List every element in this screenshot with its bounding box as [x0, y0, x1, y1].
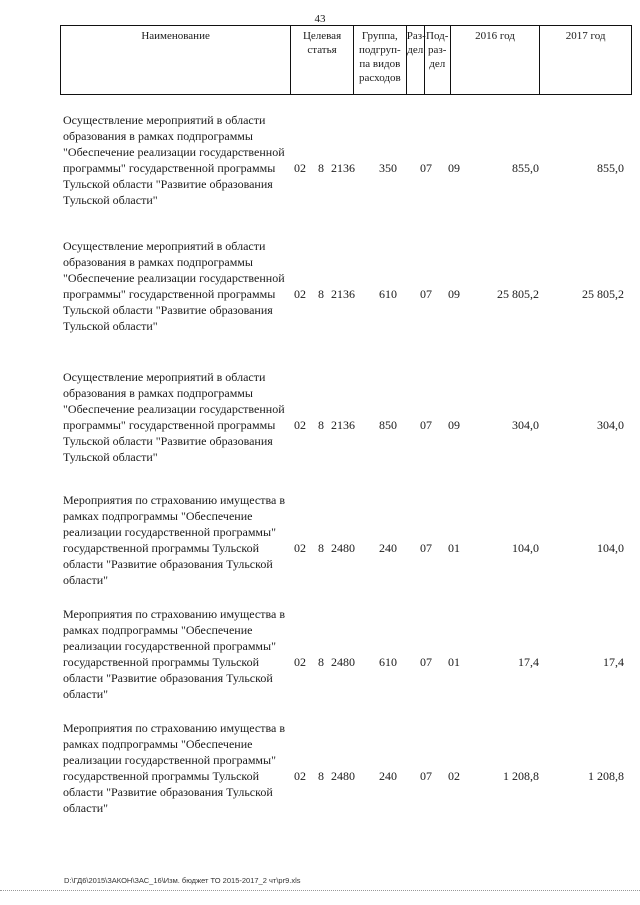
row-target-article-code: 2136: [331, 287, 355, 301]
row-section: 07: [420, 541, 432, 555]
row-value-2017: 304,0: [597, 418, 624, 432]
row-target-article-code: 2480: [331, 655, 355, 669]
row-value-2017: 104,0: [597, 541, 624, 555]
row-target-article-code: 2480: [331, 769, 355, 783]
page-number: 43: [314, 13, 326, 25]
row-target-article-code: 2480: [331, 541, 355, 555]
row-expense-group: 610: [379, 655, 397, 669]
header-name: Наименование: [61, 26, 291, 94]
row-name: Осуществление мероприятий в области образования в рамках подпрограммы "Обеспечение реализации государственной программы" государственной программы Тульской области "Развитие образования Тульской области": [63, 239, 285, 333]
row-name: Осуществление мероприятий в области образования в рамках подпрограммы "Обеспечение реализации государственной программы" государственной программы Тульской области "Развитие образования Тульской области": [63, 370, 285, 464]
row-value-2016: 855,0: [512, 161, 539, 175]
row-target-article-program: 02: [294, 541, 306, 555]
row-expense-group: 240: [379, 541, 397, 555]
header-expense-group: Группа, подгруп-па видов расходов: [354, 26, 407, 94]
row-subsection: 02: [448, 769, 460, 783]
table-header: [60, 25, 632, 95]
row-section: 07: [420, 769, 432, 783]
row-subsection: 01: [448, 655, 460, 669]
row-target-article-subprogram: 8: [318, 287, 324, 301]
row-expense-group: 240: [379, 769, 397, 783]
table-row: [60, 238, 632, 357]
row-section: 07: [420, 161, 432, 175]
row-target-article-program: 02: [294, 418, 306, 432]
row-value-2017: 17,4: [603, 655, 624, 669]
table-row: [60, 112, 632, 231]
row-value-2016: 1 208,8: [503, 769, 539, 783]
row-subsection: 09: [448, 418, 460, 432]
row-name: Осуществление мероприятий в области образования в рамках подпрограммы "Обеспечение реализации государственной программы" государственной программы Тульской области "Развитие образования Тульской области": [63, 113, 285, 207]
row-target-article-subprogram: 8: [318, 541, 324, 555]
row-value-2017: 25 805,2: [582, 287, 624, 301]
row-target-article-subprogram: 8: [318, 655, 324, 669]
row-value-2016: 104,0: [512, 541, 539, 555]
header-section: Раз-дел: [407, 26, 425, 94]
row-target-article-code: 2136: [331, 418, 355, 432]
row-section: 07: [420, 287, 432, 301]
row-value-2017: 1 208,8: [588, 769, 624, 783]
row-target-article-subprogram: 8: [318, 161, 324, 175]
row-target-article-program: 02: [294, 655, 306, 669]
dotted-divider: [0, 890, 640, 892]
table-row: [60, 369, 632, 488]
row-value-2016: 304,0: [512, 418, 539, 432]
row-subsection: 09: [448, 161, 460, 175]
header-target-article: Целевая статья: [291, 26, 354, 94]
row-value-2016: 25 805,2: [497, 287, 539, 301]
row-target-article-program: 02: [294, 161, 306, 175]
header-year-2016: 2016 год: [451, 26, 541, 94]
header-year-2017: 2017 год: [565, 30, 606, 42]
row-target-article-program: 02: [294, 769, 306, 783]
row-expense-group: 350: [379, 161, 397, 175]
header-subsection: Под-раз-дел: [425, 26, 451, 94]
table-row: [60, 492, 632, 611]
row-expense-group: 850: [379, 418, 397, 432]
row-value-2016: 17,4: [518, 655, 539, 669]
row-subsection: 09: [448, 287, 460, 301]
file-path-footer: D:\ГД6\2015\ЗАКОН\ЗАС_16\Изм. бюджет ТО 2015-2017_2 чт\pr9.xls: [64, 876, 301, 885]
row-value-2017: 855,0: [597, 161, 624, 175]
row-target-article-code: 2136: [331, 161, 355, 175]
row-subsection: 01: [448, 541, 460, 555]
table-row: [60, 720, 632, 839]
row-target-article-subprogram: 8: [318, 769, 324, 783]
row-name: Мероприятия по страхованию имущества в рамках подпрограммы "Обеспечение реализации государственной программы" государственной программы Тульской области "Развитие образования Тульской области": [63, 721, 285, 815]
row-expense-group: 610: [379, 287, 397, 301]
row-target-article-program: 02: [294, 287, 306, 301]
row-target-article-subprogram: 8: [318, 418, 324, 432]
table-row: [60, 606, 632, 725]
row-name: Мероприятия по страхованию имущества в рамках подпрограммы "Обеспечение реализации государственной программы" государственной программы Тульской области "Развитие образования Тульской области": [63, 493, 285, 587]
row-section: 07: [420, 655, 432, 669]
row-section: 07: [420, 418, 432, 432]
row-name: Мероприятия по страхованию имущества в рамках подпрограммы "Обеспечение реализации государственной программы" государственной программы Тульской области "Развитие образования Тульской области": [63, 607, 285, 701]
